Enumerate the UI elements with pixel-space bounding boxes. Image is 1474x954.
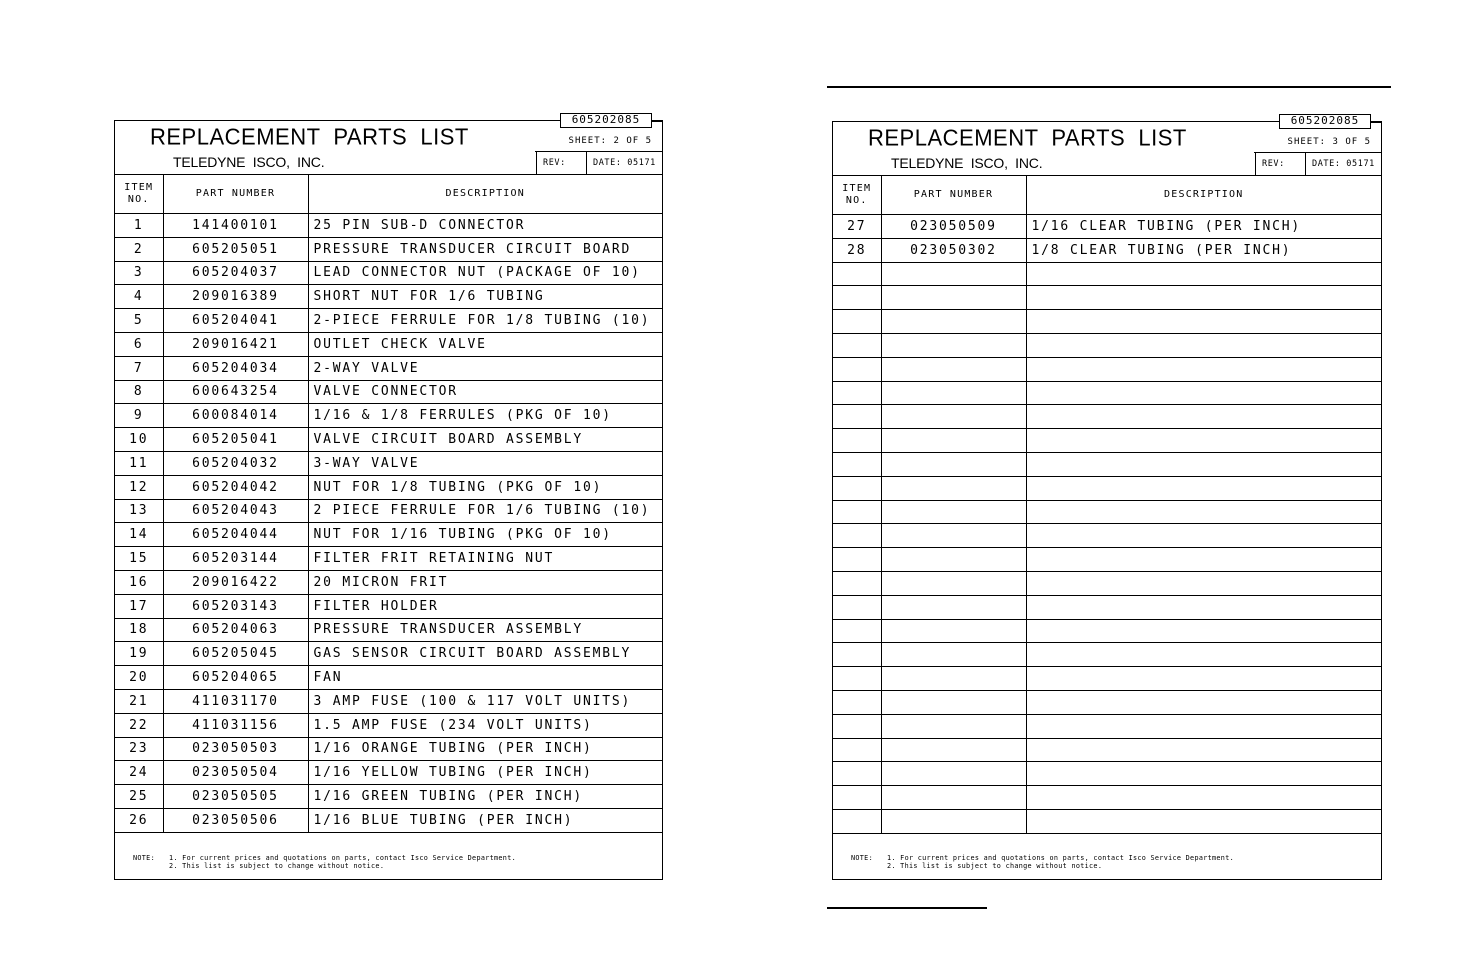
part-number-cell: 600643254 [163, 380, 308, 404]
item-no-cell: 11 [115, 451, 163, 475]
item-no-cell: 19 [115, 642, 163, 666]
item-no-cell: 17 [115, 594, 163, 618]
part-number-cell [881, 714, 1026, 738]
table-row [833, 476, 1381, 500]
part-number-cell [881, 571, 1026, 595]
part-number-cell: 605203143 [163, 594, 308, 618]
parts-table [833, 176, 1381, 834]
description-cell [1026, 738, 1381, 762]
description-cell: OUTLET CHECK VALVE [308, 332, 662, 356]
part-number-cell: 023050505 [163, 785, 308, 809]
description-cell [1026, 333, 1381, 357]
description-cell: 3-WAY VALVE [308, 451, 662, 475]
part-number-header: PART NUMBER [881, 176, 1026, 215]
table-row [115, 451, 662, 475]
part-number-cell: 605205041 [163, 428, 308, 452]
part-number-cell [881, 786, 1026, 810]
table-row [833, 809, 1381, 833]
table-row [115, 523, 662, 547]
description-cell [1026, 476, 1381, 500]
rev-label: REV: [536, 152, 586, 174]
description-cell: VALVE CIRCUIT BOARD ASSEMBLY [308, 428, 662, 452]
item-no-cell: 14 [115, 523, 163, 547]
note-label: NOTE: [133, 854, 155, 862]
description-cell [1026, 357, 1381, 381]
item-no-cell: 21 [115, 689, 163, 713]
item-no-cell: 12 [115, 475, 163, 499]
item-no-cell: 8 [115, 380, 163, 404]
description-cell: PRESSURE TRANSDUCER CIRCUIT BOARD [308, 237, 662, 261]
notes [833, 847, 1381, 879]
table-row [833, 429, 1381, 453]
table-row [833, 690, 1381, 714]
part-number-cell [881, 690, 1026, 714]
item-no-cell: 15 [115, 547, 163, 571]
description-header: DESCRIPTION [308, 175, 662, 214]
item-no-cell [833, 381, 881, 405]
description-cell [1026, 595, 1381, 619]
part-number-cell: 605205045 [163, 642, 308, 666]
part-number-cell: 605204041 [163, 309, 308, 333]
part-number-cell [881, 643, 1026, 667]
description-cell: 2-WAY VALVE [308, 356, 662, 380]
part-number-cell: 209016421 [163, 332, 308, 356]
table-row [115, 475, 662, 499]
item-no-cell [833, 595, 881, 619]
description-header: DESCRIPTION [1026, 176, 1381, 215]
item-no-cell: 10 [115, 428, 163, 452]
description-cell: NUT FOR 1/8 TUBING (PKG OF 10) [308, 475, 662, 499]
item-no-cell: 20 [115, 666, 163, 690]
table-row [833, 452, 1381, 476]
table-row [115, 618, 662, 642]
description-cell [1026, 643, 1381, 667]
description-cell [1026, 619, 1381, 643]
item-no-cell [833, 405, 881, 429]
part-number-cell [881, 762, 1026, 786]
table-row [833, 595, 1381, 619]
note-label: NOTE: [851, 854, 873, 862]
description-cell: 20 MICRON FRIT [308, 570, 662, 594]
item-no-header: ITEM NO. [115, 175, 163, 214]
table-row [833, 333, 1381, 357]
table-row [115, 713, 662, 737]
description-cell [1026, 714, 1381, 738]
table-row [115, 380, 662, 404]
description-cell: NUT FOR 1/16 TUBING (PKG OF 10) [308, 523, 662, 547]
description-cell [1026, 548, 1381, 572]
item-no-cell: 7 [115, 356, 163, 380]
table-row [833, 643, 1381, 667]
part-number-cell: 605204037 [163, 261, 308, 285]
part-number-cell [881, 452, 1026, 476]
drawing-number: 605202085 [560, 113, 652, 128]
part-number-cell: 023050509 [881, 215, 1026, 239]
description-cell: FILTER HOLDER [308, 594, 662, 618]
table-row [115, 689, 662, 713]
part-number-cell: 209016422 [163, 570, 308, 594]
part-number-cell [881, 357, 1026, 381]
table-row [115, 261, 662, 285]
note-2: 2. This list is subject to change without notice. [887, 862, 1103, 870]
description-cell: 3 AMP FUSE (100 & 117 VOLT UNITS) [308, 689, 662, 713]
item-no-cell [833, 738, 881, 762]
item-no-cell [833, 714, 881, 738]
table-row [833, 619, 1381, 643]
description-cell [1026, 286, 1381, 310]
table-row [833, 357, 1381, 381]
item-no-cell [833, 786, 881, 810]
date-label: DATE: 05171 [586, 152, 663, 174]
part-number-cell [881, 500, 1026, 524]
item-no-cell [833, 310, 881, 334]
parts-list-sheet-3 [832, 114, 1382, 880]
table-row [115, 499, 662, 523]
item-no-cell [833, 286, 881, 310]
description-cell [1026, 429, 1381, 453]
item-no-cell [833, 762, 881, 786]
table-row [115, 737, 662, 761]
description-cell: 25 PIN SUB-D CONNECTOR [308, 214, 662, 238]
table-row [115, 404, 662, 428]
sheet-number: SHEET: 2 OF 5 [568, 136, 652, 146]
item-no-cell: 27 [833, 215, 881, 239]
item-no-cell [833, 643, 881, 667]
description-cell [1026, 310, 1381, 334]
item-no-cell: 24 [115, 761, 163, 785]
description-cell [1026, 405, 1381, 429]
item-no-cell: 28 [833, 238, 881, 262]
table-row [833, 524, 1381, 548]
item-no-cell: 22 [115, 713, 163, 737]
table-header-row [833, 176, 1381, 215]
table-row [115, 309, 662, 333]
table-row [115, 761, 662, 785]
sheet-title: REPLACEMENT PARTS LIST [150, 123, 469, 150]
part-number-cell [881, 333, 1026, 357]
item-no-cell: 25 [115, 785, 163, 809]
table-header-row [115, 175, 662, 214]
item-no-cell [833, 667, 881, 691]
part-number-cell [881, 595, 1026, 619]
description-cell: GAS SENSOR CIRCUIT BOARD ASSEMBLY [308, 642, 662, 666]
table-row [115, 214, 662, 238]
sheet-title: REPLACEMENT PARTS LIST [868, 124, 1187, 151]
part-number-cell [881, 738, 1026, 762]
item-no-cell [833, 548, 881, 572]
part-number-cell: 605204042 [163, 475, 308, 499]
note-1: 1. For current prices and quotations on parts, contact Isco Service Department. [169, 854, 516, 862]
table-row [115, 356, 662, 380]
description-cell [1026, 667, 1381, 691]
part-number-cell [881, 429, 1026, 453]
part-number-cell: 023050504 [163, 761, 308, 785]
description-cell [1026, 809, 1381, 833]
table-row [833, 238, 1381, 262]
item-no-cell [833, 690, 881, 714]
notes [115, 847, 662, 879]
item-no-cell: 2 [115, 237, 163, 261]
table-row [115, 332, 662, 356]
part-number-cell [881, 619, 1026, 643]
table-row [833, 381, 1381, 405]
description-cell: FILTER FRIT RETAINING NUT [308, 547, 662, 571]
table-row [115, 642, 662, 666]
part-number-cell: 209016389 [163, 285, 308, 309]
parts-list-sheet-2 [114, 113, 663, 880]
item-no-cell [833, 357, 881, 381]
part-number-cell: 411031170 [163, 689, 308, 713]
part-number-cell: 605204032 [163, 451, 308, 475]
description-cell [1026, 500, 1381, 524]
item-no-cell [833, 262, 881, 286]
table-row [115, 666, 662, 690]
part-number-cell [881, 667, 1026, 691]
part-number-cell [881, 286, 1026, 310]
table-row [833, 762, 1381, 786]
part-number-cell: 023050302 [881, 238, 1026, 262]
company-name: TELEDYNE ISCO, INC. [891, 155, 1043, 171]
description-cell [1026, 452, 1381, 476]
table-row [115, 237, 662, 261]
description-cell [1026, 262, 1381, 286]
part-number-cell [881, 405, 1026, 429]
table-row [833, 548, 1381, 572]
part-number-header: PART NUMBER [163, 175, 308, 214]
item-no-cell [833, 333, 881, 357]
rev-label: REV: [1255, 153, 1305, 175]
description-cell: 1/16 GREEN TUBING (PER INCH) [308, 785, 662, 809]
part-number-cell [881, 524, 1026, 548]
part-number-cell: 605204034 [163, 356, 308, 380]
part-number-cell: 023050506 [163, 808, 308, 832]
table-row [833, 215, 1381, 239]
parts-table [115, 175, 662, 833]
description-cell: 1/8 CLEAR TUBING (PER INCH) [1026, 238, 1381, 262]
item-no-cell: 4 [115, 285, 163, 309]
company-name: TELEDYNE ISCO, INC. [173, 154, 325, 170]
table-row [833, 310, 1381, 334]
item-no-cell: 13 [115, 499, 163, 523]
table-row [833, 500, 1381, 524]
description-cell: SHORT NUT FOR 1/6 TUBING [308, 285, 662, 309]
description-cell [1026, 381, 1381, 405]
part-number-cell [881, 548, 1026, 572]
part-number-cell: 141400101 [163, 214, 308, 238]
part-number-cell: 600084014 [163, 404, 308, 428]
item-no-cell: 3 [115, 261, 163, 285]
description-cell: FAN [308, 666, 662, 690]
part-number-cell [881, 310, 1026, 334]
part-number-cell [881, 809, 1026, 833]
item-no-cell [833, 619, 881, 643]
table-row [115, 594, 662, 618]
description-cell [1026, 786, 1381, 810]
description-cell: 1.5 AMP FUSE (234 VOLT UNITS) [308, 713, 662, 737]
table-row [833, 286, 1381, 310]
description-cell [1026, 524, 1381, 548]
part-number-cell [881, 262, 1026, 286]
table-row [833, 786, 1381, 810]
item-no-cell [833, 452, 881, 476]
description-cell [1026, 762, 1381, 786]
note-1: 1. For current prices and quotations on parts, contact Isco Service Department. [887, 854, 1234, 862]
table-row [833, 738, 1381, 762]
part-number-cell: 605205051 [163, 237, 308, 261]
item-no-cell [833, 809, 881, 833]
note-2: 2. This list is subject to change without notice. [169, 862, 385, 870]
table-row [833, 405, 1381, 429]
item-no-cell: 18 [115, 618, 163, 642]
item-no-cell [833, 524, 881, 548]
item-no-cell: 16 [115, 570, 163, 594]
part-number-cell: 605204043 [163, 499, 308, 523]
item-no-cell: 26 [115, 808, 163, 832]
item-no-header: ITEM NO. [833, 176, 881, 215]
description-cell [1026, 571, 1381, 595]
item-no-cell: 23 [115, 737, 163, 761]
item-no-cell: 5 [115, 309, 163, 333]
drawing-number: 605202085 [1279, 114, 1371, 129]
table-row [833, 667, 1381, 691]
table-row [115, 785, 662, 809]
part-number-cell: 605203144 [163, 547, 308, 571]
table-row [833, 714, 1381, 738]
item-no-cell [833, 429, 881, 453]
item-no-cell: 1 [115, 214, 163, 238]
part-number-cell: 411031156 [163, 713, 308, 737]
description-cell: 1/16 YELLOW TUBING (PER INCH) [308, 761, 662, 785]
description-cell [1026, 690, 1381, 714]
part-number-cell [881, 476, 1026, 500]
description-cell: 1/16 CLEAR TUBING (PER INCH) [1026, 215, 1381, 239]
table-row [115, 808, 662, 832]
page-header-rule [827, 86, 1391, 88]
part-number-cell [881, 381, 1026, 405]
table-row [115, 547, 662, 571]
item-no-cell [833, 476, 881, 500]
description-cell: 2-PIECE FERRULE FOR 1/8 TUBING (10) [308, 309, 662, 333]
description-cell: VALVE CONNECTOR [308, 380, 662, 404]
part-number-cell: 023050503 [163, 737, 308, 761]
part-number-cell: 605204044 [163, 523, 308, 547]
description-cell: 1/16 ORANGE TUBING (PER INCH) [308, 737, 662, 761]
date-label: DATE: 05171 [1305, 153, 1381, 175]
table-row [115, 570, 662, 594]
description-cell: PRESSURE TRANSDUCER ASSEMBLY [308, 618, 662, 642]
item-no-cell: 9 [115, 404, 163, 428]
description-cell: 1/16 & 1/8 FERRULES (PKG OF 10) [308, 404, 662, 428]
part-number-cell: 605204063 [163, 618, 308, 642]
sheet-number: SHEET: 3 OF 5 [1287, 137, 1371, 147]
table-row [833, 571, 1381, 595]
item-no-cell [833, 500, 881, 524]
description-cell: 2 PIECE FERRULE FOR 1/6 TUBING (10) [308, 499, 662, 523]
table-row [115, 428, 662, 452]
item-no-cell [833, 571, 881, 595]
table-row [833, 262, 1381, 286]
item-no-cell: 6 [115, 332, 163, 356]
description-cell: LEAD CONNECTOR NUT (PACKAGE OF 10) [308, 261, 662, 285]
part-number-cell: 605204065 [163, 666, 308, 690]
page-footer-rule [827, 907, 987, 909]
table-row [115, 285, 662, 309]
description-cell: 1/16 BLUE TUBING (PER INCH) [308, 808, 662, 832]
